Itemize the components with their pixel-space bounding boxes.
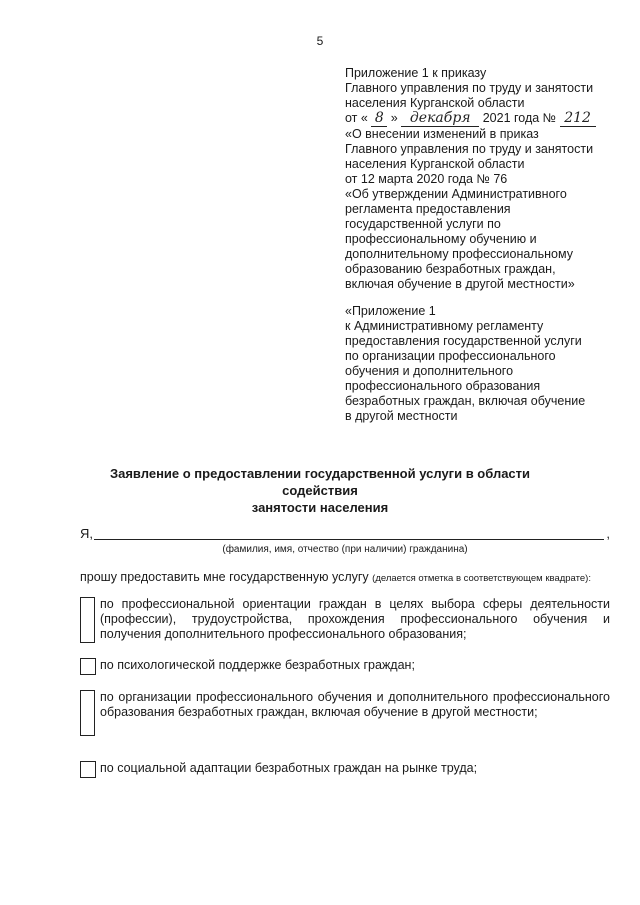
date-year: 2021 года №	[482, 111, 557, 125]
appendix-order-line: «Об утверждении Административного	[345, 187, 567, 201]
appendix-regulation-line: в другой местности	[345, 409, 458, 423]
appendix-order-line: дополнительному профессиональному	[345, 247, 573, 261]
appendix-order-line: образованию безработных граждан,	[345, 262, 556, 276]
ya-label: Я,	[80, 526, 93, 541]
option-text: по психологической поддержке безработных граждан;	[100, 658, 415, 672]
service-option-vocational-training	[80, 690, 610, 738]
date-mid: »	[390, 111, 398, 125]
appendix-order-line: населения Курганской области	[345, 157, 525, 171]
option-checkbox[interactable]	[80, 761, 96, 778]
name-field-hint: (фамилия, имя, отчество (при наличии) гражданина)	[222, 544, 468, 555]
applicant-name-row	[80, 526, 610, 542]
appendix-order-line: государственной услуги по	[345, 217, 501, 231]
option-text: по организации профессионального обучения и дополнительного профессионального образования безработных граждан, включая обучение в другой местности;	[100, 690, 610, 719]
appendix-order-line: Главного управления по труду и занятости	[345, 142, 594, 156]
appendix-regulation-line: по организации профессионального	[345, 349, 556, 363]
option-text: по социальной адаптации безработных граждан на рынке труда;	[100, 761, 478, 775]
request-line	[80, 570, 620, 584]
appendix-regulation-line: к Административному регламенту	[345, 319, 544, 333]
form-title-line2: занятости населения	[251, 500, 389, 515]
appendix-order-line: Главного управления по труду и занятости	[345, 81, 594, 95]
appendix-regulation-line: «Приложение 1	[345, 304, 436, 318]
date-day-handwritten: 8	[371, 111, 387, 127]
page-number: 5	[316, 34, 324, 48]
appendix-order-line: «О внесении изменений в приказ	[345, 127, 539, 141]
applicant-name-field[interactable]	[94, 539, 604, 540]
order-number-handwritten: 212	[560, 111, 596, 127]
name-comma: ,	[606, 526, 610, 541]
appendix-order-line: от 12 марта 2020 года № 76	[345, 172, 508, 186]
appendix-order-line: включая обучение в другой местности»	[345, 277, 575, 291]
option-checkbox[interactable]	[80, 690, 95, 736]
appendix-regulation-line: безработных граждан, включая обучение	[345, 394, 586, 408]
appendix-order-block	[345, 66, 625, 292]
appendix-regulation-line: предоставления государственной услуги	[345, 334, 582, 348]
appendix-regulation-line: профессионального образования	[345, 379, 541, 393]
appendix-order-line: Приложение 1 к приказу	[345, 66, 487, 80]
order-date-line	[345, 111, 625, 127]
appendix-regulation-block	[345, 304, 625, 424]
option-text: по профессиональной ориентации граждан в целях выбора сферы деятельности (профессии), трудоустройства, прохождения профессионального обучения и получения дополнительного профессионального образования;	[100, 597, 610, 641]
service-option-social-adaptation	[80, 761, 610, 781]
request-text: прошу предоставить мне государственную услугу	[80, 570, 369, 584]
appendix-order-line: населения Курганской области	[345, 96, 525, 110]
appendix-order-line: профессиональному обучению и	[345, 232, 537, 246]
request-note: (делается отметка в соответствующем квадрате):	[372, 573, 591, 584]
form-title-line1: Заявление о предоставлении государственной услуги в области содействия	[109, 466, 531, 498]
option-checkbox[interactable]	[80, 597, 95, 643]
form-title	[80, 465, 560, 516]
appendix-order-line: регламента предоставления	[345, 202, 511, 216]
service-option-psychological-support	[80, 658, 610, 678]
date-prefix: от «	[345, 111, 368, 125]
date-month-handwritten: декабря	[401, 111, 479, 127]
service-option-career-guidance	[80, 597, 610, 645]
appendix-regulation-line: обучения и дополнительного	[345, 364, 514, 378]
option-checkbox[interactable]	[80, 658, 96, 675]
